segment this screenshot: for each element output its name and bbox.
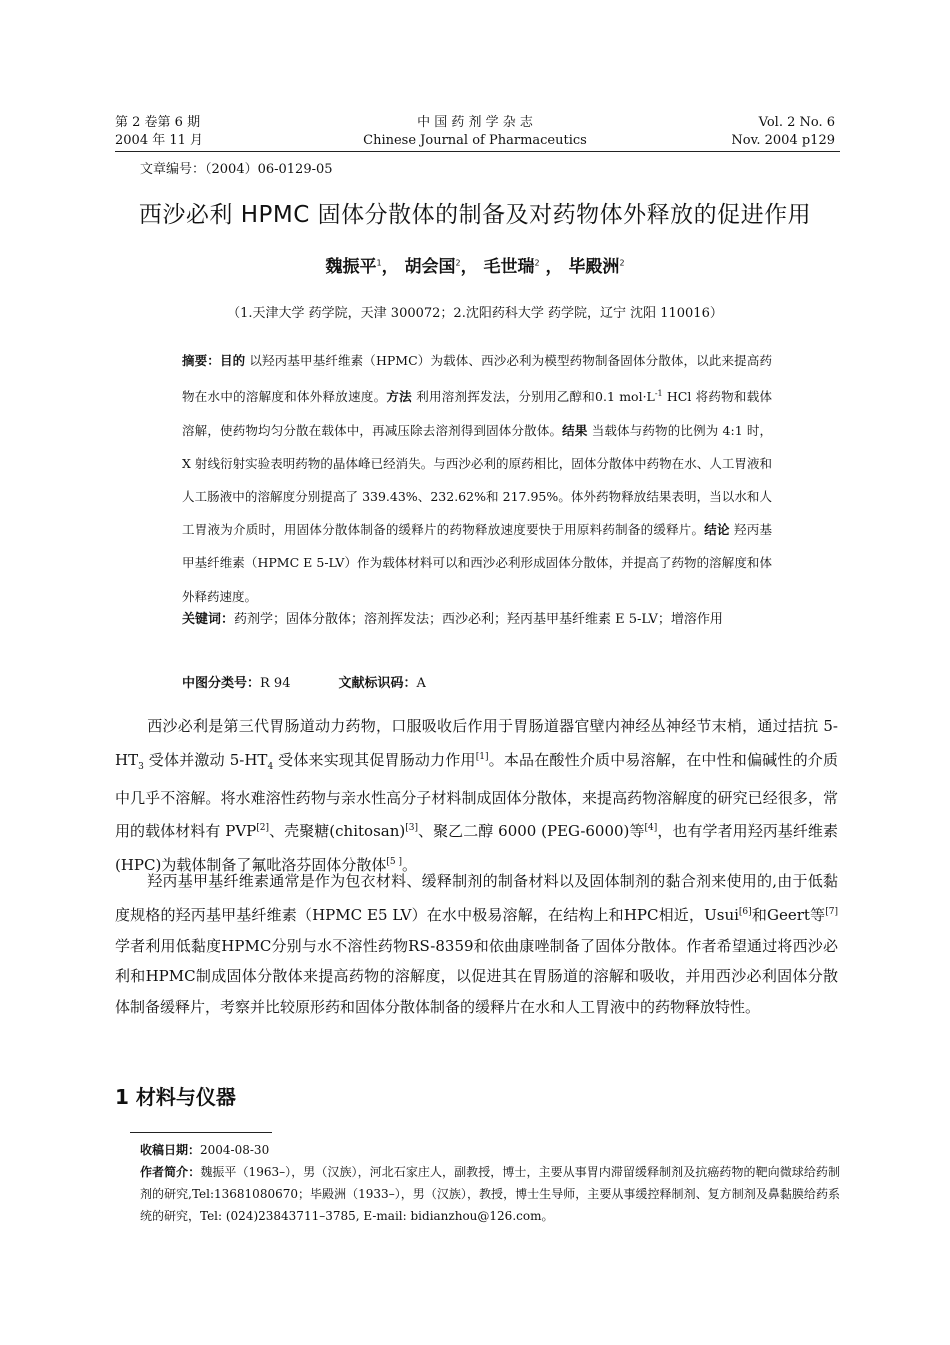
body-text: 羟丙基甲基纤维素通常是作为包衣材料、缓释制剂的制备材料以及固体制剂的黏合剂来使用的,由于低黏度规格的羟丙基甲基纤维素（HPMC E5 LV）在水中极易溶解，在结构上和HPC相近，Usui bbox=[115, 872, 838, 924]
author-name: 胡会国 bbox=[404, 257, 456, 277]
abstract-label: 摘要： bbox=[182, 353, 220, 368]
clc-value: R 94 bbox=[260, 676, 291, 691]
classification bbox=[182, 672, 426, 691]
keywords-text: 药剂学；固体分散体；溶剂挥发法；西沙必利；羟丙基甲基纤维素 E 5-LV；增溶作用 bbox=[234, 612, 723, 627]
doc-code-label: 文献标识码： bbox=[338, 676, 417, 691]
subscript: 4 bbox=[267, 761, 274, 772]
paper-title: 西沙必利 HPMC 固体分散体的制备及对药物体外释放的促进作用 bbox=[138, 202, 812, 228]
subscript: 3 bbox=[138, 761, 144, 772]
body-text: ，也有学者用羟丙基纤维素(HPC)为载体制备了氟吡洛芬固体分散体 bbox=[115, 822, 838, 875]
header-rule bbox=[115, 151, 840, 152]
author-name: 毕殿洲 bbox=[568, 257, 620, 277]
keywords bbox=[182, 603, 772, 636]
author-name: 毛世瑞 bbox=[483, 257, 535, 277]
journal-name-en: Chinese Journal of Pharmaceutics bbox=[363, 133, 587, 148]
purpose-label: 目的 bbox=[219, 353, 246, 368]
citation: [5 ] bbox=[386, 857, 402, 868]
body-text: 受体来实现其促胃肠动力作用 bbox=[273, 750, 476, 769]
citation: [3] bbox=[405, 823, 418, 834]
footnote-rule bbox=[130, 1132, 272, 1133]
purpose-text: 以羟丙基甲基纤维素（HPMC）为载体、西沙必利为模型药物制备固体分散体，以此来提高药物在水中的溶解度和体外释放速度。 bbox=[182, 353, 772, 405]
body-paragraph-2 bbox=[115, 866, 838, 1023]
article-number: 文章编号：（2004）06-0129-05 bbox=[140, 162, 333, 177]
body-text: 。本品在酸性介质中易溶解，在中性和偏碱性的介质中几乎不溶解。将水难溶性药物与亲水性高分子材料制成固体分散体，来提高药物溶解度的研究已经很多，常用的载体材料有 PVP bbox=[115, 750, 838, 841]
received-date bbox=[140, 1139, 840, 1161]
affiliations: （1.天津大学 药学院，天津 300072；2.沈阳药科大学 药学院，辽宁 沈阳 110016） bbox=[227, 306, 723, 321]
body-text: 、聚乙二醇 6000 (PEG-6000)等 bbox=[417, 822, 645, 841]
clc-label: 中图分类号： bbox=[182, 676, 261, 691]
result-text: 当载体与药物的比例为 4:1 时，X 射线衍射实验表明药物的晶体峰已经消失。与西沙必利的原药相比，固体分散体中药物在水、人工胃液和人工肠液中的溶解度分别提高了 339.43%、232.62%和 217.95%。体外药物释放结果表明，当以水和人工胃液为介质时，用固体分散体制备的缓释片的药物释放速度要快于用原料药制备的缓释片。 bbox=[182, 422, 772, 538]
citation: [4] bbox=[644, 823, 658, 834]
conclusion-text: 羟丙基甲基纤维素（HPMC E 5-LV）作为载体材料可以和西沙必利形成固体分散体，并提高了药物的溶解度和体外释药速度。 bbox=[182, 522, 772, 604]
doc-code-value: A bbox=[416, 676, 426, 691]
body-text: 和Geert等 bbox=[751, 905, 826, 924]
method-text: 利用溶剂挥发法，分别用乙醇和0.1 mol·L bbox=[416, 389, 655, 405]
author-affiliation-mark: 2 bbox=[455, 258, 461, 268]
body-text: 西沙必利是第三代胃肠道动力药物，口服吸收后作用于胃肠道器官壁内神经丛神经节末梢，通过拮抗 5-HT bbox=[115, 717, 838, 769]
body-paragraph-1 bbox=[115, 711, 838, 881]
author-affiliation-mark: 2 bbox=[619, 258, 625, 268]
body-text: 。 bbox=[401, 856, 417, 875]
header-issue: 第 2 卷第 6 期 bbox=[115, 115, 201, 130]
received-value: 2004-08-30 bbox=[200, 1143, 270, 1157]
bio-text: 魏振平（1963–），男（汉族），河北石家庄人，副教授，博士，主要从事胃内滞留缓释制剂及抗癌药物的靶向微球给药制剂的研究,Tel:13681080670；毕殿洲（1933–），男（汉族），教授，博士生导师，主要从事缓控释制剂、复方制剂及鼻黏膜给药系统的研究，Tel: (024)23843711–3785, E-mail: bidianzhou@126.com。 bbox=[140, 1165, 840, 1223]
body-text: 、壳聚糖(chitosan) bbox=[269, 822, 406, 841]
method-text-cont: HCl 将药物和载体溶解，使药物均匀分散在载体中，再减压除去溶剂得到固体分散体。 bbox=[182, 389, 772, 438]
section-title: 材料与仪器 bbox=[135, 1085, 236, 1109]
journal-name-cn: 中 国 药 剂 学 杂 志 bbox=[417, 115, 533, 130]
bio-label: 作者简介： bbox=[140, 1165, 201, 1179]
result-label: 结果 bbox=[562, 422, 588, 438]
section-heading bbox=[115, 1081, 236, 1110]
conclusion-label: 结论 bbox=[704, 522, 730, 538]
author-bio bbox=[140, 1161, 840, 1227]
section-number: 1 bbox=[115, 1085, 129, 1109]
method-label: 方法 bbox=[386, 389, 412, 405]
citation: [2] bbox=[256, 823, 270, 834]
abstract bbox=[182, 344, 772, 613]
citation: [1] bbox=[475, 751, 489, 762]
citation: [7] bbox=[825, 906, 838, 917]
header-date: 2004 年 11 月 bbox=[115, 133, 204, 148]
header-volume: Vol. 2 No. 6 bbox=[758, 115, 835, 130]
received-label: 收稿日期： bbox=[140, 1143, 201, 1157]
citation: [6] bbox=[738, 906, 752, 917]
method-superscript: -1 bbox=[654, 389, 663, 399]
author-affiliation-mark: 2 bbox=[534, 258, 540, 268]
body-text: 学者利用低黏度HPMC分别与水不溶性药物RS-8359和依曲康唑制备了固体分散体。作者希望通过将西沙必利和HPMC制成固体分散体来提高药物的溶解度，以促进其在胃肠道的溶解和吸收，并用西沙必利固体分散体制备缓释片，考察并比较原形药和固体分散体制备的缓释片在水和人工胃液中的药物释放特性。 bbox=[115, 936, 838, 1017]
header-page: Nov. 2004 p129 bbox=[731, 133, 835, 148]
author-affiliation-mark: 1 bbox=[376, 258, 382, 268]
author-list: 魏振平$^1$， 胡会国$^2$， 毛世瑞$^2$ ， 毕殿洲$^2$ bbox=[325, 257, 625, 277]
author-name: 魏振平 bbox=[325, 257, 377, 277]
keywords-label: 关键词： bbox=[182, 612, 235, 627]
body-text: 受体并激动 5-HT bbox=[143, 750, 268, 769]
